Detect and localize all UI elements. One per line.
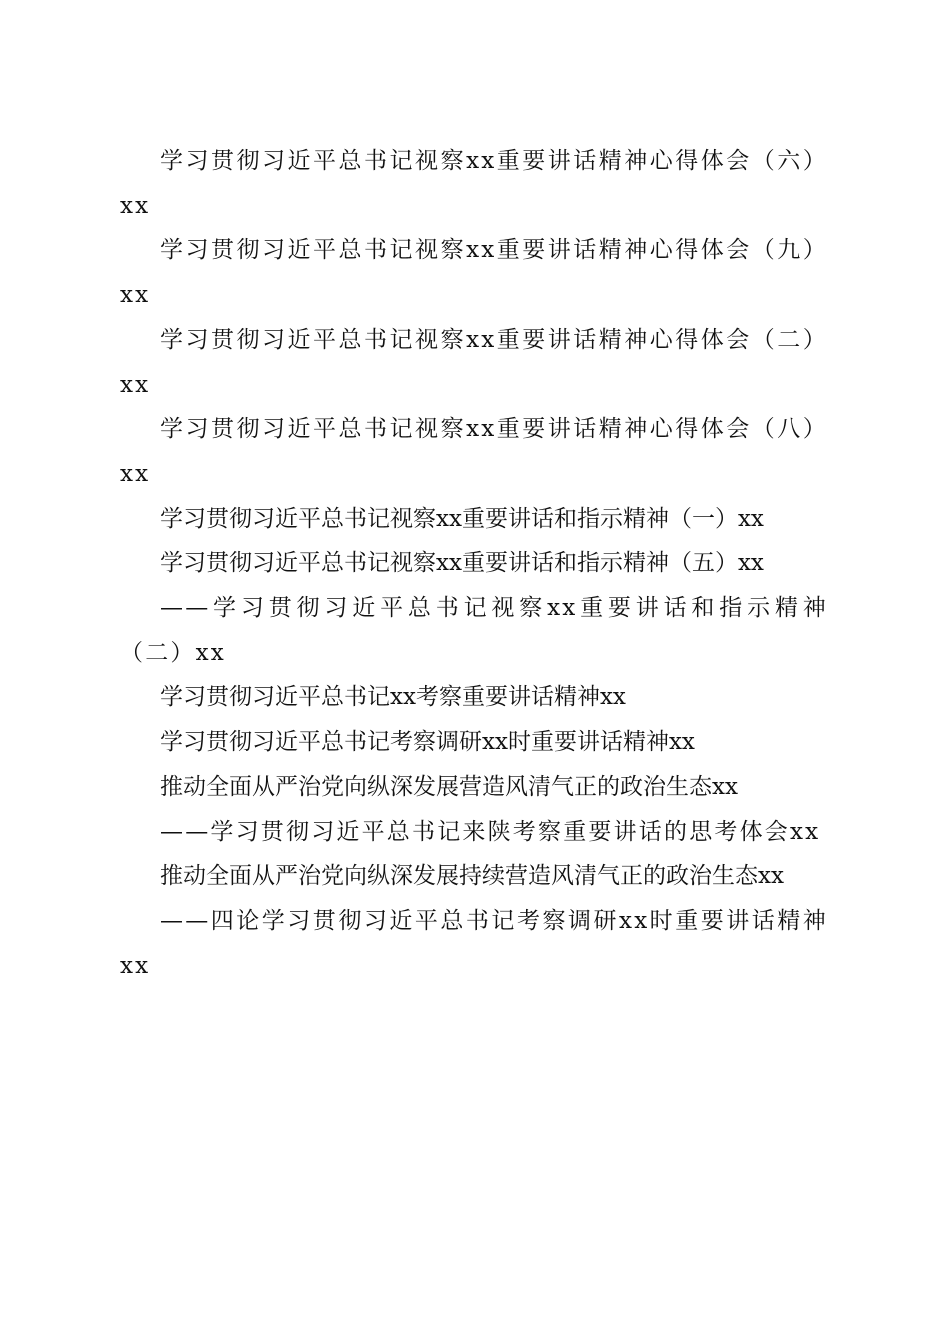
paragraph-5: 学习贯彻习近平总书记视察xx重要讲话和指示精神（一）xx xyxy=(160,505,764,532)
paragraph-12: 推动全面从严治党向纵深发展持续营造风清气正的政治生态xx xyxy=(160,863,784,890)
paragraph-13: ——四论学习贯彻习近平总书记考察调研xx时重要讲话精神xx xyxy=(120,907,828,979)
paragraph-4: 学习贯彻习近平总书记视察xx重要讲话精神心得体会（八）xx xyxy=(120,416,828,487)
paragraph-2: 学习贯彻习近平总书记视察xx重要讲话精神心得体会（九）xx xyxy=(120,237,828,309)
paragraph-3: 学习贯彻习近平总书记视察xx重要讲话精神心得体会（二）xx xyxy=(120,326,828,398)
document-body xyxy=(120,139,828,988)
paragraph-7: ——学习贯彻习近平总书记视察xx重要讲话和指示精神（二）xx xyxy=(120,595,828,666)
paragraph-8: 学习贯彻习近平总书记xx考察重要讲话精神xx xyxy=(160,684,626,711)
paragraph-1: 学习贯彻习近平总书记视察xx重要讲话精神心得体会（六）xx xyxy=(120,148,828,219)
paragraph-6: 学习贯彻习近平总书记视察xx重要讲话和指示精神（五）xx xyxy=(160,550,764,577)
paragraph-9: 学习贯彻习近平总书记考察调研xx时重要讲话精神xx xyxy=(160,729,695,756)
paragraph-10: 推动全面从严治党向纵深发展营造风清气正的政治生态xx xyxy=(160,773,738,800)
paragraph-11: ——学习贯彻习近平总书记来陕考察重要讲话的思考体会xx xyxy=(160,818,821,845)
